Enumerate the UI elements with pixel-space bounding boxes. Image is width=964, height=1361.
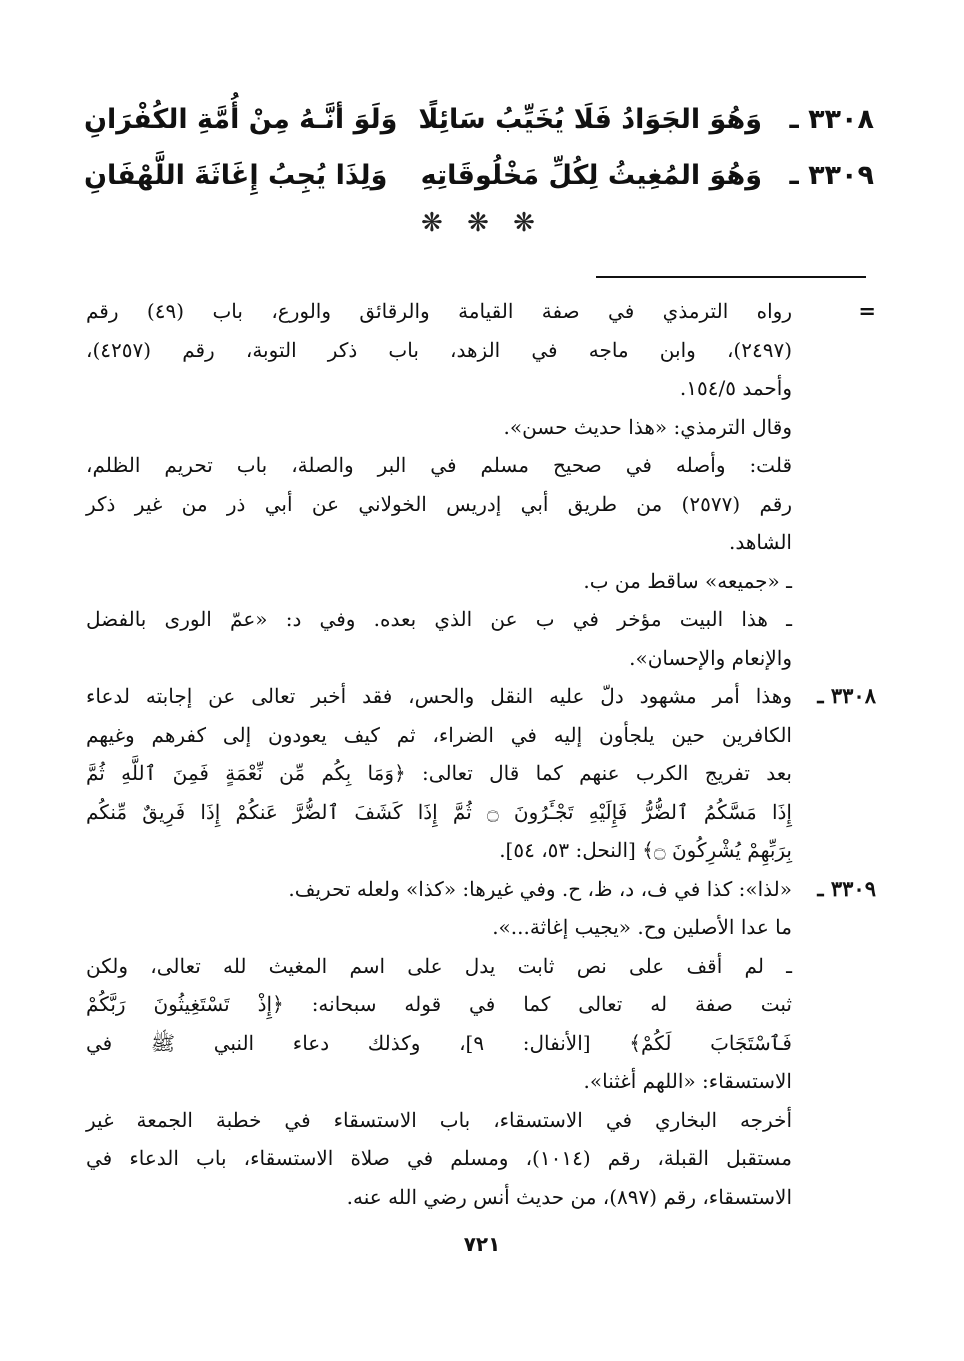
- footnote-3308: [86, 677, 876, 870]
- footnote-continued: [86, 292, 876, 677]
- footnote-line: بعد تفريج الكرب عنهم كما قال تعالى: ﴿وَمَا بِكُم مِّن نِّعْمَةٍ فَمِنَ ٱللَّهِ ثُمَّ: [86, 761, 792, 785]
- footnote-3309: [86, 870, 876, 1217]
- footnote-line: ـ هذا البيت مؤخر في ب عن الذي بعده. وفي د: «عمّ الورى بالفضل: [86, 607, 792, 631]
- footnote-line: وأحمد ١٥٤/٥.: [679, 376, 792, 400]
- footnote-line: وهذا أمر مشهود دلّ عليه النقل والحس، فقد أخبر تعالى عن إجابته لدعاء: [86, 684, 792, 708]
- footnote-line: ـ لم أقف على نص ثابت يدل على اسم المغيث لله تعالى، ولكن: [86, 953, 792, 978]
- footnote-line: أخرجه البخاري في الاستسقاء، باب الاستسقاء في خطبة الجمعة غير: [86, 1107, 792, 1132]
- footnote-body: [86, 677, 792, 870]
- footnote-line: رواه الترمذي في صفة القيامة والرقائق والورع، باب (٤٩) رقم: [86, 299, 792, 323]
- verse-number: ٣٣٠٨ ـ: [789, 104, 874, 135]
- footnote-line: إِذَا مَسَّكُمُ ٱلضُّرُّ فَإِلَيْهِ تَجْـَٔرُونَ ۝ ثُمَّ إِذَا كَشَفَ ٱلضُّرَّ عَنكُمْ إِذَا فَرِيقٌ مِّنكُم: [86, 799, 792, 824]
- footnote-line: الكافرين حين يلجأون إليه في الضراء، ثم كيف يعودون إلى كفرهم وغيهم: [86, 722, 792, 747]
- footnote-marker: ٣٣٠٨ ـ: [817, 683, 876, 708]
- verse-number: ٣٣٠٩ ـ: [789, 160, 874, 191]
- footnote-line: قلت: وأصله في صحيح مسلم في البر والصلة، باب تحريم الظلم،: [86, 453, 792, 477]
- footnote-marker: =: [858, 298, 876, 323]
- footnote-line: مستقبل القبلة، رقم (١٠١٤)، ومسلم في صلاة الاستسقاء، باب الدعاء في: [86, 1146, 792, 1170]
- footnote-line: بِرَبِّهِمْ يُشْرِكُونَ ۝﴾ [النحل: ٥٣، ٥٤].: [499, 838, 792, 862]
- footnote-line: ثبت صفة له تعالى كما في قوله سبحانه: ﴿إِذْ تَسْتَغِيثُونَ رَبَّكُمْ: [86, 992, 792, 1016]
- footnote-line: «لذا»: كذا في ف، د، ظ، ح. وفي غيرها: «كذا» ولعله تحريف.: [288, 876, 792, 901]
- verse-line: [84, 104, 874, 160]
- footnote-line: فَٱسْتَجَابَ لَكُمْ﴾ [الأنفال: ٩]، وكذلك دعاء النبي ﷺ في: [86, 1030, 792, 1055]
- footnote-body: [86, 292, 792, 677]
- verse-first-hemistich: وَهُوَ المُغِيثُ لِكُلِّ مَخْلُوقَاتِهِ: [420, 160, 762, 191]
- footnote-line: (٢٤٩٧)، وابن ماجه في الزهد، باب ذكر التوبة، رقم (٤٢٥٧)،: [86, 337, 792, 362]
- verse-block: [84, 104, 874, 216]
- section-separator: ❋ ❋ ❋: [421, 208, 543, 238]
- footnote-line: الشاهد.: [729, 530, 792, 554]
- footnote-body: [86, 870, 792, 1217]
- verse-second-hemistich: وَلِذَا يُجِبُ إِغَاثَةَ اللَّهْفَانِ: [84, 160, 388, 191]
- verse-second-hemistich: وَلَوَ أنَّـهُ مِنْ أُمَّةِ الكُفْرَانِ: [84, 104, 398, 135]
- footnote-line: رقم (٢٥٧٧) من طريق أبي إدريس الخولاني عن أبي ذر من غير ذكر: [86, 491, 792, 516]
- footnote-line: ـ «جميعه» ساقط من ب.: [583, 568, 792, 593]
- footnote-line: والإنعام والإحسان».: [629, 645, 792, 670]
- footnote-line: الاستسقاء، رقم (٨٩٧)، من حديث أنس رضي الله عنه.: [346, 1184, 792, 1209]
- footnote-line: ما عدا الأصلين وح. «يجيب إغاثة...».: [492, 915, 792, 939]
- footnote-divider: [596, 276, 866, 278]
- footnote-line: الاستسقاء: «اللهم أغثنا».: [583, 1069, 792, 1093]
- page-number: ٧٢١: [463, 1232, 501, 1256]
- footnotes-section: [86, 292, 876, 1216]
- footnote-marker: ٣٣٠٩ ـ: [817, 875, 876, 901]
- footnote-line: وقال الترمذي: «هذا حديث حسن».: [503, 414, 792, 439]
- verse-first-hemistich: وَهُوَ الجَوَادُ فَلَا يُخَيِّبُ سَائِلًا: [418, 104, 762, 135]
